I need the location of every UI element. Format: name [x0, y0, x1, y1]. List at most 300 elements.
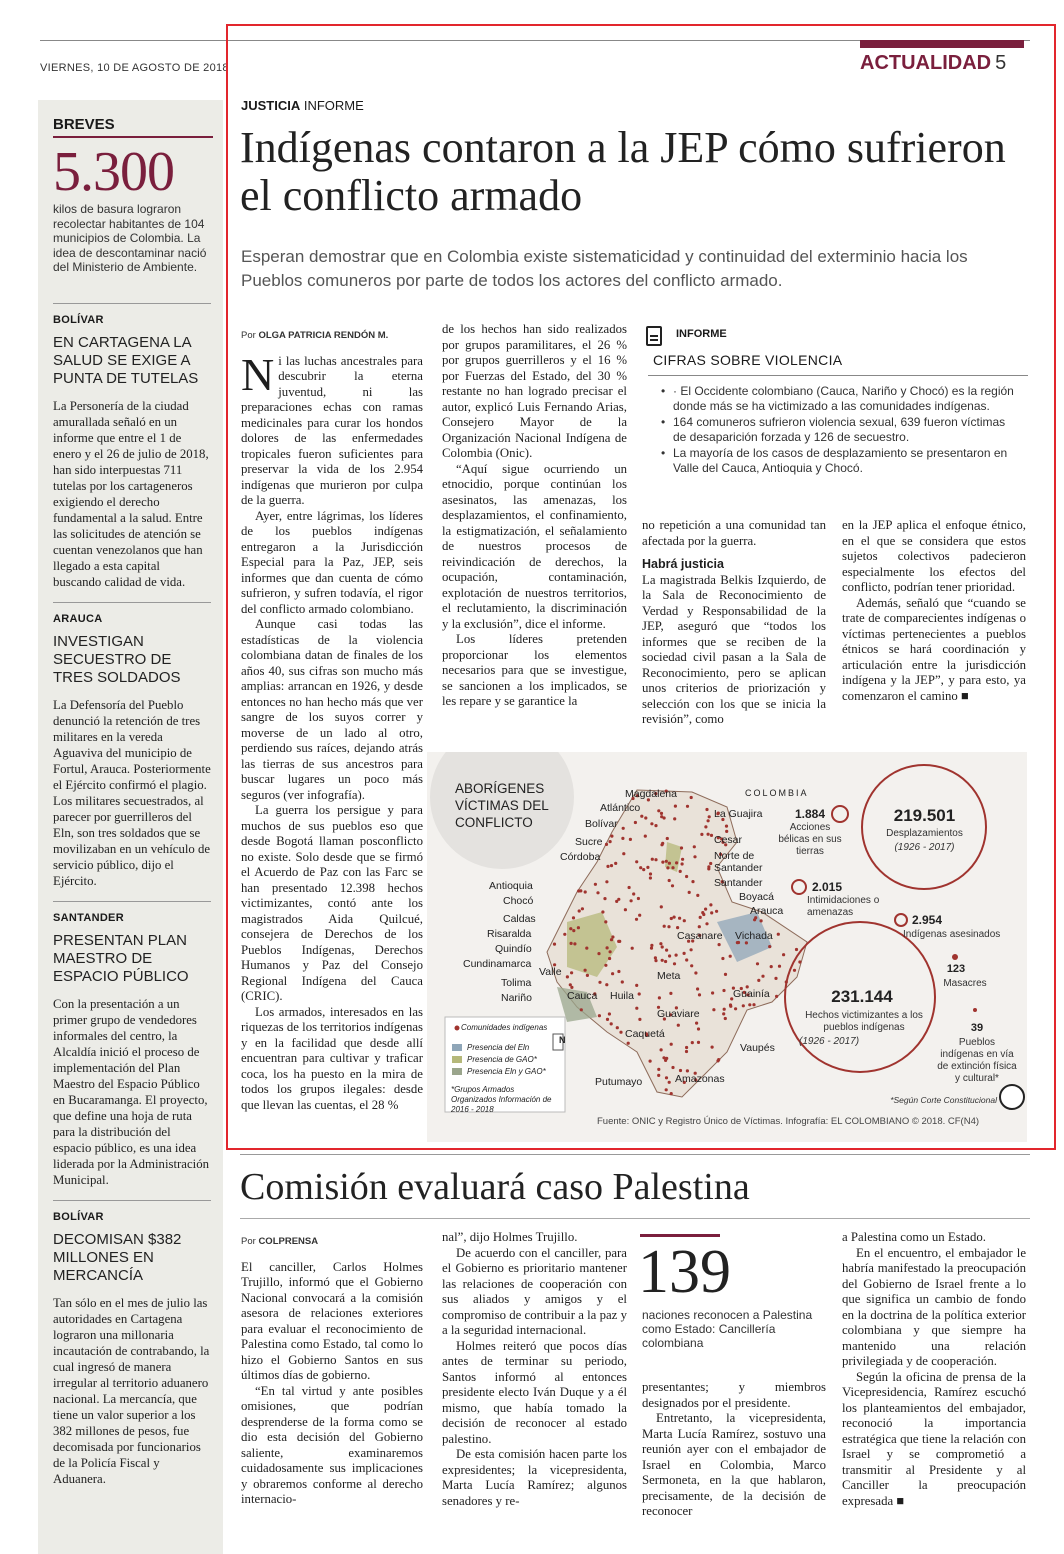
community-dot: [698, 925, 701, 928]
community-dot: [668, 954, 671, 957]
north-arrow-icon: N: [559, 1035, 566, 1045]
community-dot: [640, 815, 643, 818]
community-dot: [729, 1003, 732, 1006]
community-dot: [742, 1004, 745, 1007]
community-dot: [705, 922, 708, 925]
community-dot: [619, 1031, 622, 1034]
community-dot: [768, 945, 771, 948]
community-dot: [748, 1003, 751, 1006]
brief-item: [53, 1211, 211, 1487]
community-dot: [603, 897, 606, 900]
community-dot: [673, 916, 676, 919]
article2-rule: [240, 1218, 1030, 1219]
region-label: Norte de Santander: [714, 850, 763, 874]
community-dot: [715, 910, 718, 913]
community-dot: [617, 940, 620, 943]
community-dot: [724, 1017, 727, 1020]
community-dot: [704, 908, 707, 911]
community-dot: [664, 960, 667, 963]
region-label: Vaupés: [740, 1042, 775, 1054]
community-dot: [601, 910, 604, 913]
region-label: Boyacá: [739, 891, 775, 903]
region-label: Risaralda: [487, 928, 532, 940]
informe-list: [661, 384, 1021, 477]
community-dot: [658, 996, 661, 999]
region-label: Putumayo: [595, 1076, 643, 1088]
stat-range: (1926 - 2017): [894, 842, 955, 853]
region-label: Santander: [714, 877, 763, 889]
region-label: La Guajira: [714, 808, 763, 820]
stat-value: 2.954: [911, 913, 943, 927]
community-dot: [573, 942, 576, 945]
community-dot: [670, 1043, 673, 1046]
byline-author[interactable]: OLGA PATRICIA RENDÓN M.: [258, 330, 389, 341]
informe-item: • · El Occidente colombiano (Cauca, Nariño y Chocó) es la región donde más se ha victimizado a las comunidades indígenas.: [661, 384, 1021, 414]
byline: [241, 1234, 423, 1250]
community-dot: [665, 949, 668, 952]
community-dot: [553, 943, 556, 946]
community-dot: [671, 866, 674, 869]
article-subhead: Habrá justicia: [642, 557, 724, 571]
community-dot: [660, 815, 663, 818]
kicker-type: INFORME: [303, 98, 364, 113]
region-label: Meta: [657, 970, 681, 982]
community-dot: [710, 911, 713, 914]
community-dot: [660, 905, 663, 908]
paragraph: “En tal virtud y ante posibles omisiones, que podrían desprenderse de la forma como se dio esta decisión del Gobierno saliente, examinaremos cuidadosamente sus implicaciones y obraremos conforme al derecho internacio-: [241, 1383, 423, 1506]
stat-value: 219.501: [893, 806, 956, 825]
community-dot: [610, 938, 613, 941]
breves-heading: BREVES: [53, 116, 115, 133]
stat-label: Intimidaciones o amenazas: [807, 895, 880, 918]
byline-author[interactable]: COLPRENSA: [258, 1236, 319, 1247]
community-dot: [657, 1074, 660, 1077]
region-label: Nariño: [501, 992, 532, 1004]
community-dot: [635, 984, 638, 987]
community-dot: [622, 852, 625, 855]
stat-label: Hechos victimizantes a los pueblos indígenas: [805, 1010, 923, 1033]
informe-box: [643, 322, 1028, 512]
community-dot: [707, 833, 710, 836]
community-dot: [670, 1092, 673, 1095]
region-label: Guainía: [733, 988, 770, 1000]
community-dot: [722, 989, 725, 992]
community-dot: [798, 960, 801, 963]
community-dot: [606, 946, 609, 949]
article2-column-4: [842, 1230, 1026, 1509]
paragraph-text: i las luchas ancestrales para descubrir la eterna juventud, ni las preparaciones echas con ramas medicinales para curar los hondos dolores de las enfermedades tropicales fueron suficientes para preservar la vida de los 2.954 indígenas que murieron por culpa de la guerra.: [241, 353, 423, 507]
brief-title[interactable]: PRESENTAN PLAN MAESTRO DE ESPACIO PÚBLICO: [53, 931, 189, 985]
community-dot: [610, 864, 613, 867]
community-dot: [661, 861, 664, 864]
community-dot: [690, 948, 693, 951]
stat-value: 1.884: [794, 807, 826, 821]
community-dot: [580, 1008, 583, 1011]
community-dot: [697, 1041, 700, 1044]
community-dot: [577, 926, 580, 929]
community-dot: [666, 837, 669, 840]
informe-item: • 164 comuneros sufrieron violencia sexual, 639 fueron víctimas de desaparición forzada y 126 de secuestro.: [661, 415, 1021, 445]
community-dot: [654, 956, 657, 959]
community-dot: [761, 975, 764, 978]
community-dot: [698, 993, 701, 996]
community-dot: [691, 880, 694, 883]
community-dot: [570, 971, 573, 974]
brief-item: [53, 912, 211, 1188]
legend-label: Presencia de GAO*: [467, 1055, 537, 1064]
legend-both-swatch: [452, 1068, 462, 1075]
community-dot: [725, 825, 728, 828]
community-dot: [644, 816, 647, 819]
community-dot: [579, 889, 582, 892]
community-dot: [660, 1048, 663, 1051]
community-dot: [700, 833, 703, 836]
community-dot: [659, 942, 662, 945]
community-dot: [649, 876, 652, 879]
article-column-4: [842, 518, 1026, 704]
community-dot: [774, 977, 777, 980]
community-dot: [609, 950, 612, 953]
breves-sidebar: [38, 100, 223, 1554]
paragraph: Además, señaló que “cuando se trate de comparecientes indígenas o víctimas pertenecientes a pueblos étnicos se hará coordinación y articulación entre la jurisdicción indígena y la JEP”, y para esto, ya comenzaron el camino ■: [842, 595, 1026, 703]
informe-title: CIFRAS SOBRE VIOLENCIA: [653, 352, 843, 368]
stat-label: Acciones bélicas en sus tierras: [778, 822, 842, 857]
community-dot: [621, 980, 624, 983]
community-dot: [634, 821, 637, 824]
community-dot: [677, 1024, 680, 1027]
region-label: Cauca: [567, 990, 598, 1002]
community-dot: [570, 942, 573, 945]
legend-dot: [455, 1026, 460, 1031]
paragraph: De esta comisión hacen parte los expresidentes; la vicepresidenta, Marta Lucía Ramírez; algunos senadores y re-: [442, 1447, 627, 1508]
community-dot: [661, 945, 664, 948]
community-dot: [609, 840, 612, 843]
legend-note: *Grupos Armados Organizados Información de 2016 - 2018: [451, 1085, 552, 1114]
brief-title[interactable]: DECOMISAN $382 MILLONES EN MERCANCÍA: [53, 1230, 182, 1284]
community-dot: [734, 1007, 737, 1010]
community-dot: [711, 991, 714, 994]
community-dot: [638, 1018, 641, 1021]
region-label: Arauca: [750, 905, 784, 917]
document-icon: [646, 326, 662, 346]
region-label: Tolima: [501, 977, 532, 989]
community-dot: [670, 917, 673, 920]
community-dot: [665, 1088, 668, 1091]
community-dot: [635, 1007, 638, 1010]
breves-rule: [53, 136, 213, 138]
brief-body: Tan sólo en el mes de julio las autoridades en Cartagena lograron una millonaria incautación de contrabando, la cual ingresó de manera irregular al territorio aduanero nacional. La mercancía, que tiene un valor superior a los 382 millones de pesos, fue decomisada por funcionarios de la Policía Fiscal y Aduanera.: [53, 1295, 210, 1486]
community-dot: [701, 911, 704, 914]
breves-big-caption: kilos de basura lograron recolectar habitantes de 104 municipios de Colombia. La idea de descontaminar nació del Ministerio de Ambiente.: [53, 202, 207, 274]
community-dot: [793, 969, 796, 972]
community-dot: [704, 825, 707, 828]
region-label: Quindío: [495, 943, 532, 955]
community-dot: [660, 812, 663, 815]
brief-title[interactable]: EN CARTAGENA LA SALUD SE EXIGE A PUNTA DE TUTELAS: [53, 333, 199, 387]
legend-label: Presencia del Eln: [467, 1043, 530, 1052]
community-dot: [668, 862, 671, 865]
community-dot: [586, 974, 589, 977]
stat-range: (1926 - 2017): [799, 1036, 860, 1047]
country-label: COLOMBIA: [745, 788, 809, 798]
community-dot: [679, 870, 682, 873]
community-dot: [584, 969, 587, 972]
region-label: Valle: [539, 966, 562, 978]
community-dot: [660, 843, 663, 846]
community-dot: [611, 935, 614, 938]
community-dot: [616, 1026, 619, 1029]
region-label: Córdoba: [560, 851, 601, 863]
brief-body: Con la presentación a un primer grupo de vendedores informales del centro, la Alcaldía inició el proceso de implementación del Plan Maestro del Espacio Público en Bucaramanga. El proyecto, que define una hoja de ruta para la distribución del espacio público, es una idea liderada por la Administración Municipal.: [53, 996, 210, 1187]
community-dot: [671, 884, 674, 887]
community-dot: [572, 916, 575, 919]
informe-item: • La mayoría de los casos de desplazamiento se presentaron en Valle del Cauca, Antioquia y Chocó.: [661, 446, 1021, 476]
dateline: VIERNES, 10 DE AGOSTO DE 2018: [40, 62, 229, 74]
community-dot: [635, 860, 638, 863]
community-dot: [685, 1046, 688, 1049]
community-dot: [697, 1027, 700, 1030]
community-dot: [617, 898, 620, 901]
community-dot: [569, 927, 572, 930]
community-dot: [657, 1068, 660, 1071]
section-label: [860, 52, 1006, 75]
community-dot: [707, 819, 710, 822]
article2-headline[interactable]: Comisión evaluará caso Palestina: [240, 1166, 750, 1208]
community-dot: [709, 903, 712, 906]
community-dot: [605, 880, 608, 883]
paragraph: De acuerdo con el canciller, para el Gobierno es prioritario mantener las relaciones de cooperación con sus aliados y amigos y el compromiso de contribuir a la paz y a la seguridad internacional.: [442, 1245, 627, 1337]
community-dot: [693, 845, 696, 848]
community-dot: [671, 1066, 674, 1069]
paragraph: Holmes reiteró que pocos días antes de terminar su periodo, Santos informó al entonces presidente electo Iván Duque y a él mismo, que había tomado la decisión de reconocer al estado palestino.: [442, 1338, 627, 1446]
community-dot: [696, 894, 699, 897]
community-dot: [705, 808, 708, 811]
brief-item: [53, 613, 211, 889]
community-dot: [683, 952, 686, 955]
community-dot: [679, 1069, 682, 1072]
community-dot: [649, 1060, 652, 1063]
region-label: Chocó: [503, 895, 534, 907]
community-dot: [606, 1018, 609, 1021]
community-dot: [665, 1076, 668, 1079]
community-dot: [632, 892, 635, 895]
paragraph: nal”, dijo Holmes Trujillo.: [442, 1230, 578, 1244]
community-dot: [699, 916, 702, 919]
community-dot: [691, 1041, 694, 1044]
brief-body: La Personería de la ciudad amurallada señaló en un informe que entre el 1 de enero y el 26 de julio de 2018, han sido interpuestas 711 tutelas por los cartageneros exigiendo el derecho fundamental a la salud. Entre las solicitudes de atención se cuentan venezolanos que han llegado a esta capital buscando calidad de vida.: [53, 398, 209, 589]
community-dot: [663, 925, 666, 928]
stat-label: Pueblos indígenas en vía de extinción física y cultural*: [937, 1037, 1017, 1084]
community-dot: [654, 959, 657, 962]
community-dot: [685, 958, 688, 961]
region-label: Caquetá: [625, 1028, 665, 1040]
community-dot: [760, 919, 763, 922]
pull-number-rule: [640, 1234, 720, 1237]
paragraph: Los líderes pretenden proporcionar los elementos necesarios para que se investigue, se sancionen a los implicados, se les repare y se garantice la: [442, 632, 627, 708]
community-dot: [674, 805, 677, 808]
informe-label: INFORME: [676, 328, 727, 340]
community-dot: [604, 964, 607, 967]
community-dot: [611, 972, 614, 975]
community-dot: [723, 1008, 726, 1011]
community-dot: [635, 918, 638, 921]
region-label: Magdalena: [625, 788, 677, 800]
community-dot: [725, 830, 728, 833]
brief-title[interactable]: INVESTIGAN SECUESTRO DE TRES SOLDADOS: [53, 632, 181, 686]
community-dot: [604, 920, 607, 923]
community-dot: [675, 861, 678, 864]
community-dot: [605, 843, 608, 846]
community-dot: [752, 1003, 755, 1006]
paragraph: Ayer, entre lágrimas, los líderes de los pueblos indígenas entregaron a la Jurisdicción Especial para la Paz, JEP, seis informes que dan cuenta de cómo sufrieron, y sufren todavía, el rigor del conflicto armado colombiano.: [241, 508, 423, 616]
kicker-section: JUSTICIA: [241, 98, 301, 113]
legend-label: Comunidades indígenas: [461, 1023, 548, 1032]
community-dot: [631, 947, 634, 950]
community-dot: [667, 925, 670, 928]
legend-eln-swatch: [452, 1044, 462, 1051]
community-dot: [711, 1046, 714, 1049]
community-dot: [608, 1012, 611, 1015]
community-dot: [566, 975, 569, 978]
el-colombiano-logo: [1000, 1085, 1024, 1109]
community-dot: [675, 954, 678, 957]
community-dot: [724, 973, 727, 976]
community-dot: [650, 822, 653, 825]
legend-label: Presencia Eln y GAO*: [467, 1067, 546, 1076]
community-dot: [676, 926, 679, 929]
community-dot: [775, 995, 778, 998]
community-dot: [795, 948, 798, 951]
community-dot: [610, 835, 613, 838]
article-column-3: [642, 518, 826, 728]
community-dot: [650, 944, 653, 947]
paragraph: La magistrada Belkis Izquierdo, de la Sala de Reconocimiento de Verdad y Responsabilidad de la JEP, aseguró que “todos los informes que se reciben de la sociedad civil pasan a la Sala de Reconocimiento, pero se aplican unos criterios de priorización y selección con los que se inicia la revisión”, como: [642, 572, 826, 726]
community-dot: [649, 872, 652, 875]
page-number: 5: [995, 52, 1007, 74]
article-kicker: [241, 98, 364, 113]
community-dot: [594, 883, 597, 886]
paragraph: de los hechos han sido realizados por grupos paramilitares, el 26 % por grupos guerrilleros y el 16 % por Fuerzas del Estado, del 30 % restante no han logrado precisar el autor, explicó Luis Fernando Arias, Consejero Mayor de la Organización Nacional Indígena de Colombia (Onic).: [442, 322, 627, 460]
region-label: Casanare: [677, 930, 723, 942]
brief-body: La Defensoría del Pueblo denunció la retención de tres militares en la vereda Aguaviva del municipio de Fortul, Arauca. Posteriormente el Ejército confirmó el plagio. Los militares secuestrados, al parecer por guerrilleros del Eln, son tres soldados que se movilizaban en un vehículo de servicio público, dijo el Ejército.: [53, 697, 211, 888]
community-dot: [569, 983, 572, 986]
article-headline[interactable]: Indígenas contaron a la JEP cómo sufrieron el conflicto armado: [240, 123, 1006, 220]
community-dot: [630, 899, 633, 902]
community-dot: [710, 834, 713, 837]
article2-column-2: [442, 1230, 627, 1509]
community-dot: [650, 947, 653, 950]
community-dot: [622, 827, 625, 830]
infographic-map: [427, 752, 1027, 1142]
community-dot: [778, 965, 781, 968]
breves-divider: [53, 602, 211, 603]
stat-circle: [952, 954, 958, 960]
community-dot: [683, 919, 686, 922]
section-name: ACTUALIDAD: [860, 52, 992, 74]
community-dot: [563, 933, 566, 936]
region-label: Atlántico: [600, 802, 641, 814]
brief-item: [53, 314, 211, 590]
region-label: Huila: [610, 990, 634, 1002]
community-dot: [680, 846, 683, 849]
region-label: Caldas: [503, 913, 536, 925]
community-dot: [651, 858, 654, 861]
community-dot: [777, 933, 780, 936]
paragraph: Entretanto, la vicepresidenta, Marta Lucía Ramírez, sostuvo una reunión ayer con el embajador de Israel en Colombia, Marco Sermoneta, en la que hablaron, precisamente, de la decisión de reconocer: [642, 1411, 826, 1518]
informe-rule: [648, 375, 1028, 376]
community-dot: [617, 970, 620, 973]
community-dot: [644, 835, 647, 838]
paragraph: “Aquí sigue ocurriendo un etnocidio, porque continúan los asesinatos, las amenazas, los desplazamientos, el confinamiento, la estigmatización, el señalamiento de nuestros procesos de reivindicación de derechos, la ocupación, contaminación, explotación de nuestros territorios, el reclutamiento, la discriminación y la exclusión”, dice el informe.: [442, 461, 627, 631]
community-dot: [585, 947, 588, 950]
infographic-source: Fuente: ONIC y Registro Único de Víctimas. Infografía: EL COLOMBIANO © 2018. CF(N4): [597, 1116, 980, 1127]
breves-divider: [53, 1200, 211, 1201]
community-dot: [668, 879, 671, 882]
byline-prefix: Por: [241, 330, 256, 341]
community-dot: [696, 987, 699, 990]
paragraph: no repetición a una comunidad tan afectada por la guerra.: [642, 518, 826, 548]
paragraph: Aunque casi todas las estadísticas de la violencia colombiana datan de finales de los años 40, sus cifras son mucho más amplias: arrancan en 1926, y desde entonces no han hecho más que ver sangre de los suyos correr y moverse de un lado al otro, perdiendo sus raíces, dejando atrás las tierras de sus ancestros para buscar lugares un poco más seguros (ver infografía).: [241, 617, 423, 802]
community-dot: [708, 815, 711, 818]
community-dot: [657, 809, 660, 812]
region-label: Cundinamarca: [463, 958, 532, 970]
infographic-title: ABORÍGENES VÍCTIMAS DEL CONFLICTO: [455, 781, 549, 830]
community-dot: [681, 858, 684, 861]
drop-cap: N: [241, 348, 275, 400]
community-dot: [624, 908, 627, 911]
community-dot: [621, 837, 624, 840]
brief-place: ARAUCA: [53, 612, 103, 625]
community-dot: [637, 897, 640, 900]
region-label: Guaviare: [657, 1008, 700, 1020]
community-dot: [690, 964, 693, 967]
community-dot: [608, 957, 611, 960]
community-dot: [685, 1050, 688, 1053]
community-dot: [578, 909, 581, 912]
community-dot: [597, 952, 600, 955]
byline: [241, 328, 423, 344]
article-column-1: [241, 328, 423, 1113]
pull-number-caption: naciones reconocen a Palestina como Estado: Cancillería colombiana: [642, 1308, 813, 1350]
region-label: Antioquia: [489, 880, 533, 892]
community-dot: [629, 838, 632, 841]
community-dot: [610, 1022, 613, 1025]
legend-gao-swatch: [452, 1056, 462, 1063]
region-label: Cesar: [714, 834, 743, 846]
community-dot: [718, 943, 721, 946]
community-dot: [709, 862, 712, 865]
paragraph: Según la oficina de prensa de la Vicepresidencia, Ramírez escuchó los planteamientos del embajador, reconoció la importancia estratégica que tiene la relación con Israel y se comprometió a transmitir al Presidente y al Canciller la preocupación expresada ■: [842, 1369, 1026, 1508]
community-dot: [673, 817, 676, 820]
section-color-bar: [860, 40, 1024, 48]
community-dot: [757, 979, 760, 982]
community-dot: [729, 955, 732, 958]
community-dot: [598, 1014, 601, 1017]
stat-label: Indígenas asesinados: [903, 929, 1001, 940]
community-dot: [639, 866, 642, 869]
breves-big-number: 5.300: [53, 141, 174, 203]
paragraph: a Palestina como un Estado.: [842, 1230, 986, 1244]
brief-place: BOLÍVAR: [53, 1210, 104, 1223]
article-separator: [240, 1154, 1030, 1155]
paragraph: en la JEP aplica el enfoque étnico, en el que se considera que estos sujetos colectivos padecieron especialmente los efectos del conflicto, podrían tener prioridad.: [842, 518, 1026, 594]
paragraph: [241, 348, 423, 509]
paragraph: El canciller, Carlos Holmes Trujillo, informó que el Gobierno Nacional convocará a la comisión asesora de relaciones exteriores para evaluar el reconocimiento de Palestina como Estado, tal como lo hizo el Gobierno Santos en sus últimos días de gobierno.: [241, 1259, 423, 1382]
infographic-footnote: *Según Corte Constitucional: [890, 1095, 997, 1105]
article-deck: Esperan demostrar que en Colombia existe sistematicidad y continuidad del exterminio hacia los Pueblos comuneros por parte de todos los actores del conflicto armado.: [241, 247, 968, 290]
community-dot: [654, 858, 657, 861]
brief-place: SANTANDER: [53, 911, 124, 924]
